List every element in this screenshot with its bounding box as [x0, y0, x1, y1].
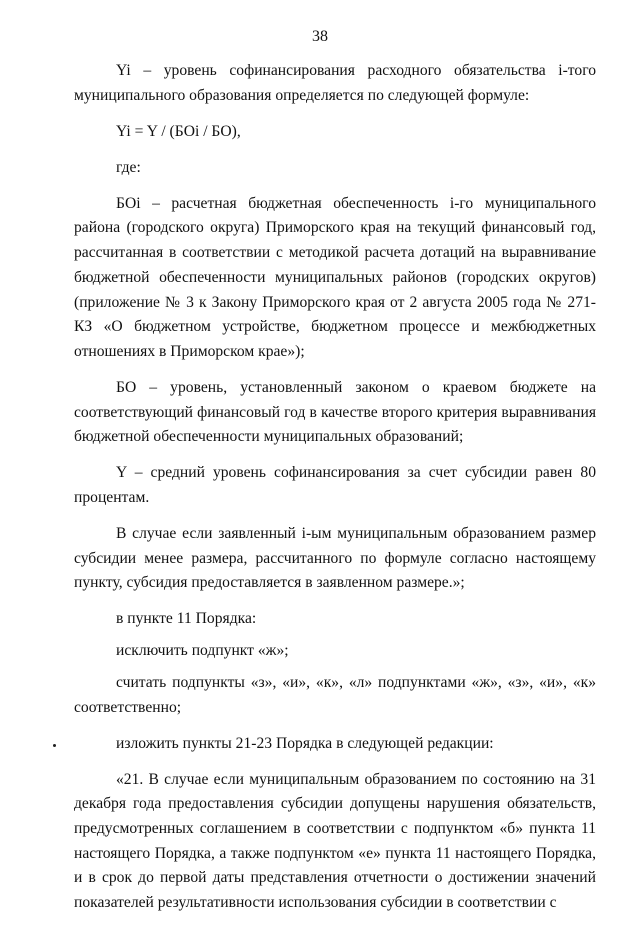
paragraph-exclude-subitem: исключить подпункт «ж»;	[116, 642, 289, 660]
paragraph-y-definition: Y – средний уровень софинансирования за счет субсидии равен 80 процентам.	[74, 464, 596, 507]
page-number: 38	[312, 28, 328, 45]
paragraph-item-21: «21. В случае если муниципальным образованием по состоянию на 31 декабря года предоставления субсидии допущены нарушения обязательств, предусмотренных соглашением в соответствии с подпунктом «б» пункта 11 настоящего Порядка, а также подпунктом «е» пункта 11 настоящего Порядка, и в срок до первой даты представления отчетности о достижении значений показателей результативности использования субсидии в соответствии с	[74, 770, 596, 912]
paragraph-where: где:	[116, 158, 141, 176]
paragraph-item-11: в пункте 11 Порядка:	[116, 610, 257, 628]
paragraph-subsidy-case: В случае если заявленный i-ым муниципальным образованием размер субсидии менее размера, рассчитанного по формуле согласно настоящему пункту, субсидия предоставляется в заявленном размере.»;	[74, 525, 596, 592]
paragraph-yi-definition: Yi – уровень софинансирования расходного обязательства i-того муниципального образования определяется по следующей формуле:	[74, 62, 596, 104]
paragraph-renumber-subitems: считать подпункты «з», «и», «к», «л» подпунктами «ж», «з», «и», «к» соответственно;	[74, 673, 596, 716]
paragraph-bo-definition: БO – уровень, установленный законом о краевом бюджете на соответствующий финансовый год в качестве второго критерия выравнивания бюджетной обеспеченности муниципальных образований;	[74, 378, 596, 446]
paragraph-boi-definition: БOi – расчетная бюджетная обеспеченность i-го муниципального района (городского округа) Приморского края на текущий финансовый год, рассчитанная в соответствии с методикой расчета дотаций на выравнивание бюджетной обеспеченности муниципальных районов (городских округов) (приложение № 3 к Закону Приморского края от 2 августа 2005 года № 271-КЗ «О бюджетном устройстве, бюджетном процессе и межбюджетных отношениях в Приморском крае»);	[74, 194, 596, 360]
paragraph-new-wording: изложить пункты 21-23 Порядка в следующей редакции:	[116, 734, 494, 752]
document-body	[74, 59, 596, 927]
margin-dot	[53, 744, 56, 747]
formula: Yi = Y / (БOi / БO),	[116, 122, 241, 140]
